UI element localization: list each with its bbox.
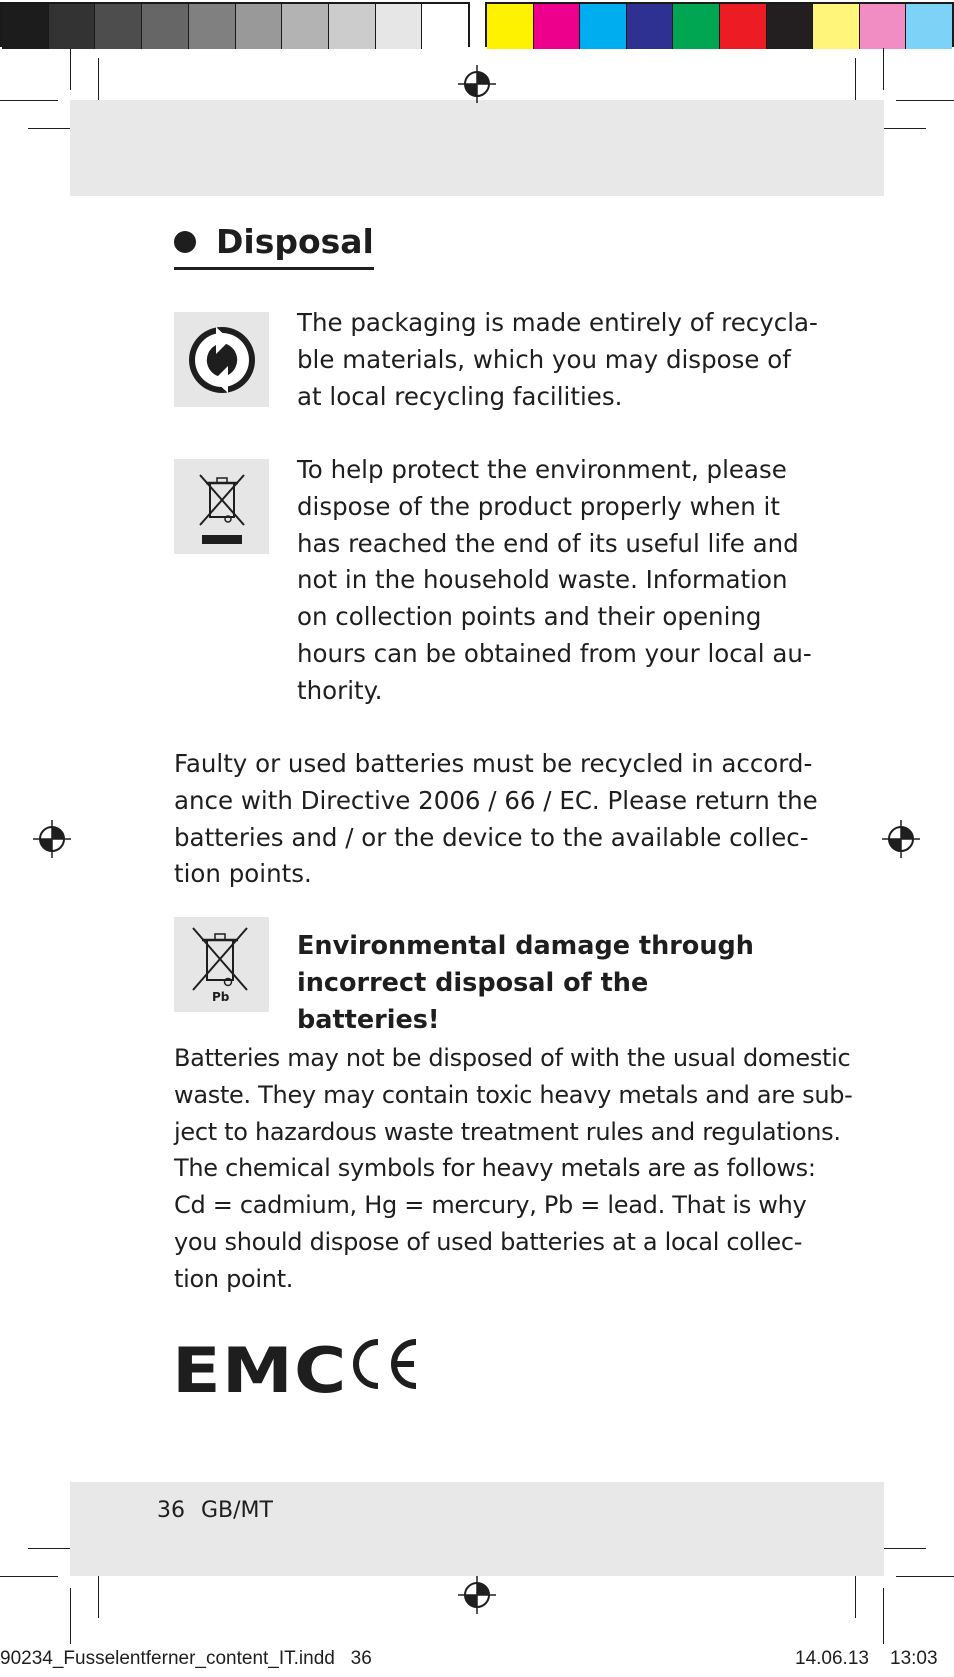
registration-mark-icon	[458, 65, 496, 103]
color-swatch	[720, 4, 767, 49]
crop-mark	[896, 1576, 954, 1577]
product-disposal-paragraph: To help protect the environment, please dispose of the product properly when it has reached the end of its useful life and not in the household waste. Information on collection points and their opening hours can be obtained from your local au- thority.	[297, 455, 812, 705]
slug-filename: 90234_Fusselentferner_content_IT.indd 36	[0, 1648, 372, 1669]
footer-band	[70, 1482, 884, 1576]
crop-mark	[883, 1588, 884, 1644]
color-swatch	[906, 4, 952, 49]
gray-swatch	[2, 4, 49, 49]
crop-mark	[0, 100, 58, 101]
region-code: GB/MT	[201, 1498, 273, 1523]
gray-swatch	[236, 4, 283, 49]
heavy-metals-paragraph: Batteries may not be disposed of with the usual domestic waste. They may contain toxic heavy metals and are sub- ject to hazardous waste treatment rules and regulations. The chemical symbols for heavy metals are as follows: Cd = cadmium, Hg = mercury, Pb = lead. That is why you should dispose of used batteries at a local collec- tion point.	[174, 1044, 853, 1293]
registration-mark-icon	[33, 820, 71, 858]
grayscale-color-bar	[0, 2, 470, 47]
pb-label: Pb	[212, 990, 230, 1004]
crop-mark	[70, 1588, 71, 1644]
batteries-paragraph: Faulty or used batteries must be recycled in accord- ance with Directive 2006 / 66 / EC. Please return the batteries and / or the device to the available collec- tion points.	[174, 749, 818, 889]
page-footer	[157, 1498, 289, 1523]
bullet-icon	[174, 231, 196, 253]
color-swatch	[580, 4, 627, 49]
crop-mark	[883, 48, 884, 90]
crossed-bin-weee-icon	[174, 459, 269, 554]
ce-mark-icon	[348, 1338, 420, 1390]
page-number: 36	[157, 1498, 185, 1523]
gray-swatch	[282, 4, 329, 49]
crop-mark	[896, 100, 954, 101]
gray-swatch	[95, 4, 142, 49]
color-swatch	[813, 4, 860, 49]
section-title	[174, 222, 374, 270]
crop-mark	[855, 1570, 856, 1618]
packaging-paragraph: The packaging is made entirely of recycla- ble materials, which you may dispose of at local recycling facilities.	[297, 308, 818, 411]
slug-time: 13:03	[890, 1648, 938, 1669]
section-title-text: Disposal	[216, 222, 374, 261]
process-color-bar	[485, 2, 954, 47]
color-swatch	[627, 4, 674, 49]
emc-logo: EMC	[172, 1334, 348, 1407]
battery-warning-heading: Environmental damage through incorrect disposal of the batteries!	[297, 931, 754, 1035]
color-swatch	[534, 4, 581, 49]
gray-swatch	[422, 4, 468, 49]
gray-swatch	[189, 4, 236, 49]
crop-mark	[0, 1576, 58, 1577]
crop-mark	[70, 48, 71, 90]
header-band	[70, 100, 884, 196]
gray-swatch	[49, 4, 96, 49]
gray-swatch	[329, 4, 376, 49]
color-swatch	[767, 4, 814, 49]
crop-mark	[98, 1570, 99, 1618]
color-swatch	[673, 4, 720, 49]
gray-swatch	[142, 4, 189, 49]
registration-mark-icon	[458, 1576, 496, 1614]
slug-date: 14.06.13	[795, 1648, 869, 1669]
color-swatch	[487, 4, 534, 49]
color-swatch	[860, 4, 907, 49]
green-dot-recycling-icon	[174, 312, 269, 407]
gray-swatch	[376, 4, 423, 49]
registration-mark-icon	[882, 820, 920, 858]
